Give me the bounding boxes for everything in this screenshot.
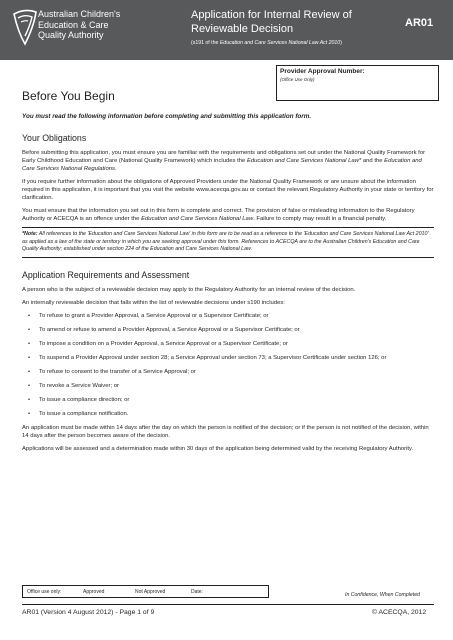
law-note: *Note: All references to the 'Education and Care Services National Law' in this form are to be read as a reference to the 'Education and Care Services National Law Act 2010' as applied as a law of the state or territory in which you are seeking approval under this form. References to ACECQA are to the Australian Children's Education and Care Quality Authority; established under section 224 of the Education and Care Services National Law.	[22, 227, 434, 258]
organisation-name: Australian Children's Education & Care Quality Authority	[38, 9, 121, 40]
list-item: • To impose a condition on a Provider Approval, a Service Approval or a Supervisor Certificate; or	[22, 340, 434, 348]
requirements-paragraph: A person who is the subject of a reviewable decision may apply to the Regulatory Authority for an internal review of the decision.	[22, 286, 356, 293]
instruction-text: You must read the following information before completing and submitting this application form.	[22, 113, 312, 120]
main-content	[22, 113, 434, 458]
list-item: • To suspend a Provider Approval under section 28; a Service Approval under section 73; a Supervisor Certificate under section 126; or	[22, 354, 434, 362]
obligations-heading: Your Obligations	[22, 133, 87, 143]
list-item: • To refuse to grant a Provider Approval, a Service Approval or a Supervisor Certificate; or	[22, 312, 434, 320]
form-title: Application for Internal Review of Reviewable Decision	[191, 9, 352, 35]
form-subtitle: (s191 of the Education and Care Services National Law Act 2010)	[191, 40, 342, 46]
list-item: • To amend or refuse to amend a Provider Approval, a Service Approval or a Supervisor Certificate; or	[22, 326, 434, 334]
approved-option[interactable]: Approved	[83, 589, 105, 595]
footer-page-info: AR01 (Version 4 August 2012) - Page 1 of 9	[22, 609, 155, 616]
office-use-label: Office use only:	[27, 589, 62, 595]
date-field-label[interactable]: Date:	[191, 589, 203, 595]
form-code: AR01	[405, 17, 434, 29]
list-item: • To revoke a Service Waiver; or	[22, 382, 434, 390]
obligations-paragraph: Before submitting this application, you must ensure you are familiar with the requirements and obligations set out under the National Quality Framework for Early Childhood Education and Care (National Quality Framework) which includes the Education and Care Services National Law* and the Education and Care Services National Regulations.	[22, 150, 426, 172]
header-band	[0, 0, 453, 60]
reviewable-decisions-list	[22, 312, 434, 418]
provider-approval-label: Provider Approval Number:	[280, 68, 365, 75]
requirements-heading: Application Requirements and Assessment	[22, 269, 190, 280]
obligations-paragraph: You must ensure that the information you set out in this form is complete and correct. The provision of false or misleading information to the Regulatory Authority or ACECQA is an offence under the Education and Care Services National Law. Failure to comply may result in a financial penalty.	[22, 208, 415, 222]
list-item: • To issue a compliance notification.	[22, 410, 434, 418]
requirements-paragraph: An application must be made within 14 days after the day on which the person is notified of the decision; or if the person is not notified of the decision, within 14 days after the person becomes aware of the decision.	[22, 424, 429, 439]
obligations-paragraph: If you require further information about the obligations of Approved Providers under the National Quality Framework or are unsure about the information required in this application, it is important that you visit the website www.acecqa.gov.au or contact the relevant Regulatory Authority in your state or territory for clarification.	[22, 179, 434, 201]
acecqa-logo-icon	[12, 6, 38, 48]
footer-copyright: © ACECQA, 2012	[372, 609, 427, 616]
requirements-paragraph: Applications will be assessed and a determination made within 30 days of the application being determined valid by the receiving Regulatory Authority.	[22, 445, 414, 452]
list-item: • To refuse to consent to the transfer of a Service Approval; or	[22, 368, 434, 376]
confidential-note: In Confidence, When Completed	[345, 592, 420, 598]
list-item: • To issue a compliance direction; or	[22, 396, 434, 404]
not-approved-option[interactable]: Not Approved	[135, 589, 166, 595]
provider-approval-box[interactable]	[276, 65, 439, 101]
office-use-box[interactable]	[22, 585, 269, 598]
page-title: Before You Begin	[22, 89, 115, 103]
office-use-note: (Office Use Only)	[280, 77, 315, 82]
footer-divider	[22, 604, 434, 605]
requirements-paragraph: An internally reviewable decision that falls within the list of reviewable decisions under s190 includes:	[22, 299, 285, 306]
